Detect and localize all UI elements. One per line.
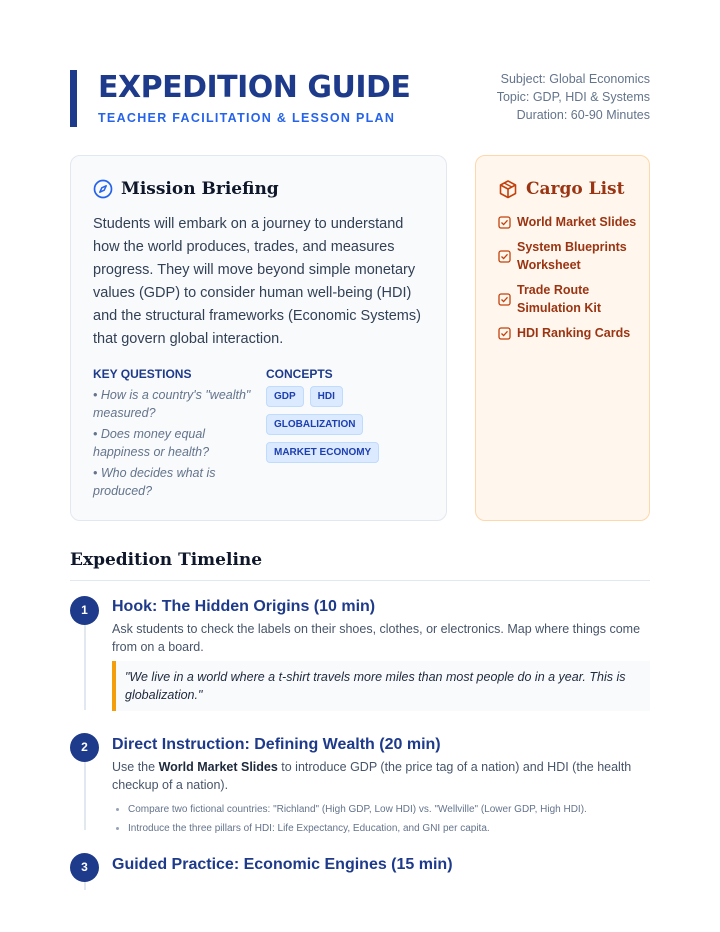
mission-briefing-card bbox=[70, 155, 447, 521]
step-number-badge: 1 bbox=[70, 596, 99, 625]
cargo-list-card bbox=[475, 155, 650, 521]
cargo-item bbox=[498, 324, 638, 342]
cargo-item-label: Trade Route Simulation Kit bbox=[517, 283, 602, 315]
briefing-title: Mission Briefing bbox=[121, 179, 279, 199]
cargo-item-label: HDI Ranking Cards bbox=[517, 326, 631, 340]
step-bullet: • Compare two fictional countries: "Richland" (High GDP, Low HDI) vs. "Wellville" (Lower GDP, High HDI). bbox=[128, 800, 648, 819]
key-questions-heading: KEY QUESTIONS bbox=[93, 367, 192, 381]
timeline-connector bbox=[84, 762, 86, 830]
step-bullet: • Introduce the three pillars of HDI: Life Expectancy, Education, and GNI per capita. bbox=[128, 819, 648, 838]
step-desc-text: to introduce GDP (the price tag of a nation) and HDI (the health checkup of a nation). bbox=[112, 760, 632, 792]
step-number-badge: 3 bbox=[70, 853, 99, 882]
key-question: • Who decides what is produced? bbox=[93, 466, 216, 498]
step-quote: "We live in a world where a t-shirt travels more miles than most people do in a year. This is globalization." bbox=[112, 661, 650, 711]
package-icon bbox=[498, 179, 518, 199]
cargo-item bbox=[498, 238, 638, 274]
concept-tag: GLOBALIZATION bbox=[266, 414, 363, 435]
cargo-title: Cargo List bbox=[526, 179, 625, 199]
meta-topic: Topic: GDP, HDI & Systems bbox=[496, 90, 650, 104]
step-description bbox=[112, 758, 642, 794]
step-desc-text: Use the bbox=[112, 760, 159, 774]
cargo-heading bbox=[498, 179, 624, 199]
header-accent-bar bbox=[70, 70, 77, 127]
timeline-divider bbox=[70, 580, 650, 581]
check-square-icon bbox=[498, 216, 511, 229]
cargo-items bbox=[498, 213, 638, 349]
cargo-item-label: System Blueprints Worksheet bbox=[517, 240, 627, 272]
key-questions-list bbox=[93, 386, 258, 503]
check-square-icon bbox=[498, 293, 511, 306]
concepts-heading: CONCEPTS bbox=[266, 367, 333, 381]
concept-tag: GDP bbox=[266, 386, 304, 407]
page-header bbox=[70, 70, 650, 128]
step-title: Hook: The Hidden Origins (10 min) bbox=[112, 598, 376, 615]
compass-icon bbox=[93, 179, 113, 199]
meta-subject: Subject: Global Economics bbox=[500, 72, 650, 86]
briefing-heading bbox=[93, 179, 279, 199]
concept-tag: MARKET ECONOMY bbox=[266, 442, 379, 463]
concept-tags bbox=[266, 386, 436, 470]
cargo-item bbox=[498, 213, 638, 231]
step-description: Ask students to check the labels on their shoes, clothes, or electronics. Map where things come from on a board. bbox=[112, 622, 641, 654]
cargo-item bbox=[498, 281, 638, 317]
step-title: Direct Instruction: Defining Wealth (20 min) bbox=[112, 736, 441, 753]
briefing-text: Students will embark on a journey to understand how the world produces, trades, and measures progress. They will move beyond simple monetary values (GDP) to consider human well-being (HDI) and the structural frameworks (Economic Systems) that govern global interaction. bbox=[93, 216, 421, 347]
meta-duration: Duration: 60-90 Minutes bbox=[516, 108, 650, 122]
concept-tag: HDI bbox=[310, 386, 343, 407]
timeline-heading: Expedition Timeline bbox=[70, 550, 263, 570]
key-question: • Does money equal happiness or health? bbox=[93, 427, 210, 459]
step-bullets bbox=[128, 800, 648, 838]
page-subtitle: TEACHER FACILITATION & LESSON PLAN bbox=[98, 111, 396, 125]
step-number-badge: 2 bbox=[70, 733, 99, 762]
step-title: Guided Practice: Economic Engines (15 min) bbox=[112, 856, 453, 873]
lesson-meta bbox=[497, 70, 650, 124]
page-title: EXPEDITION GUIDE bbox=[98, 70, 411, 105]
cargo-item-label: World Market Slides bbox=[517, 215, 637, 229]
key-question: • How is a country's "wealth" measured? bbox=[93, 388, 251, 420]
check-square-icon bbox=[498, 327, 511, 340]
check-square-icon bbox=[498, 250, 511, 263]
timeline-connector bbox=[84, 624, 86, 710]
step-desc-resource: World Market Slides bbox=[158, 760, 278, 774]
